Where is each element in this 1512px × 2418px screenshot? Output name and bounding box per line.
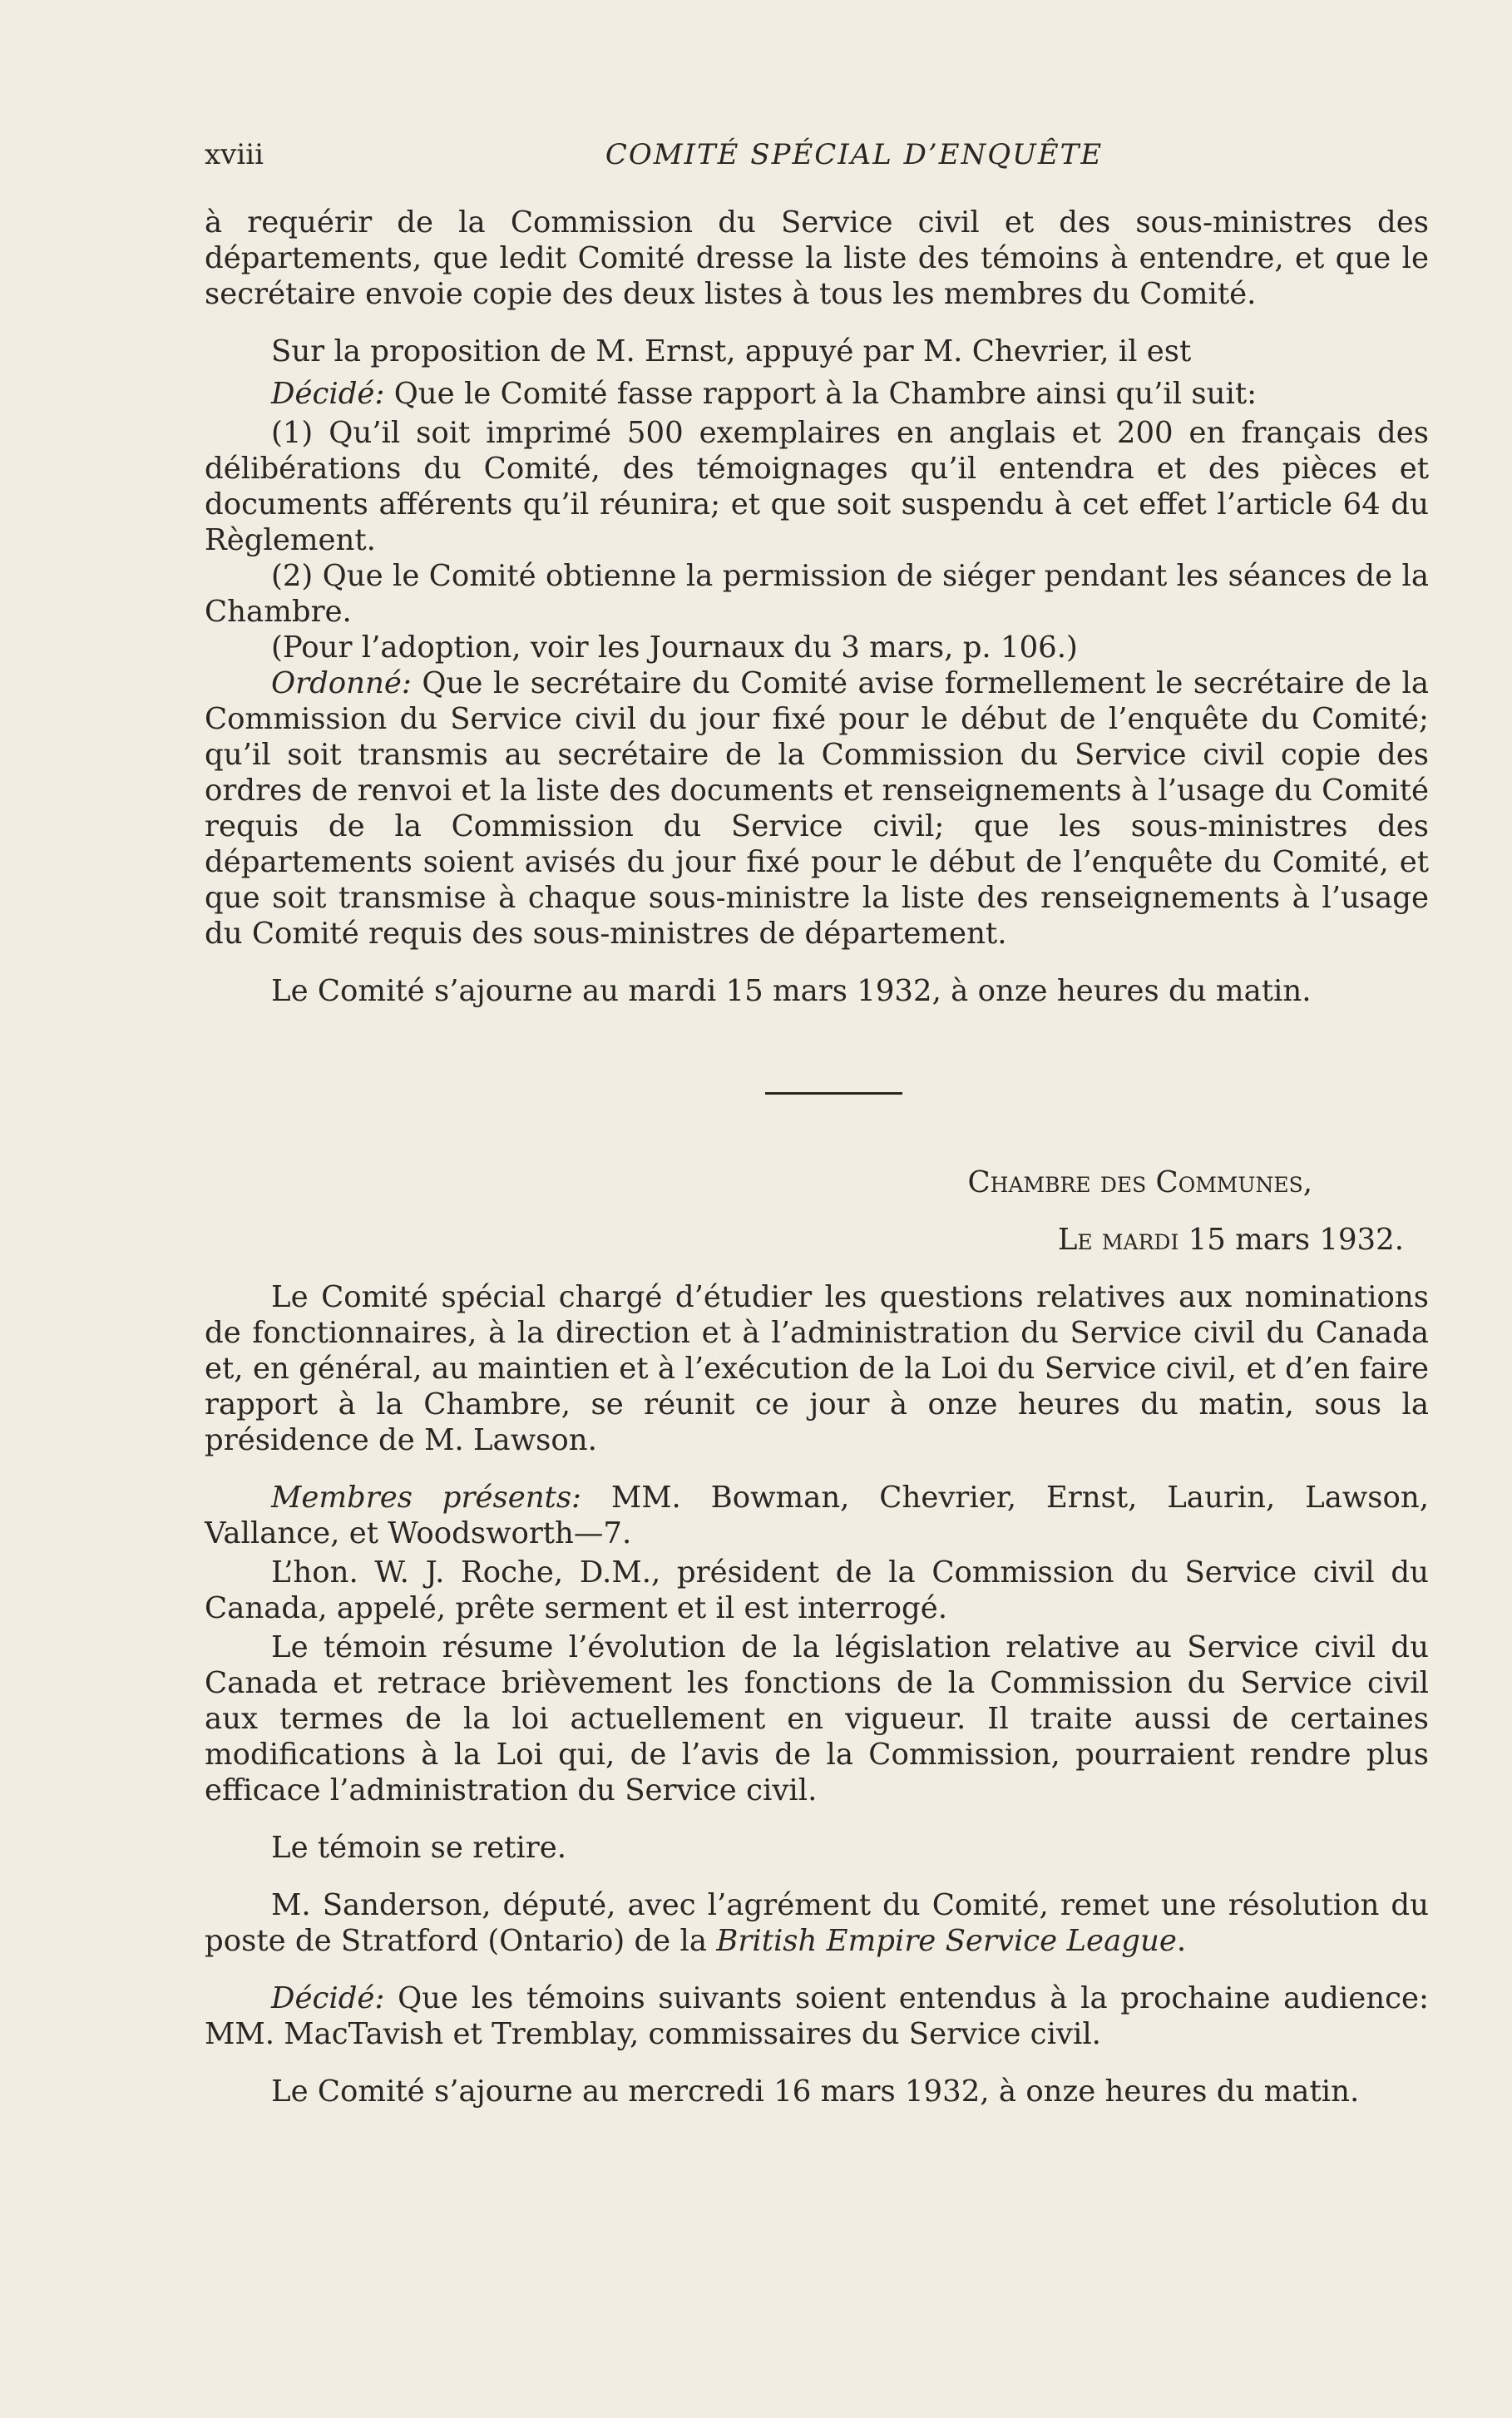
sentence-end: . — [1176, 1924, 1187, 1958]
page-header — [205, 138, 1429, 180]
decision-label: Décidé: — [271, 377, 385, 411]
decision-text: Que les témoins suivants soient entendus à la prochaine audience: MM. MacTavish et Tremblay, commissaires du Service civil. — [205, 1981, 1429, 2051]
paragraph: Le témoin résume l’évolution de la législation relative au Service civil du Canada et retrace brièvement les fonctions de la Commission du Service civil aux termes de la loi actuellement en vigueur. Il traite aussi de certaines modifications à la Loi qui, de l’avis de la Commission, pourraient rendre plus efficace l’administration du Service civil. — [205, 1630, 1429, 1807]
organization-name: British Empire Service League — [716, 1924, 1177, 1958]
members-text: MM. Bowman, Chevrier, Ernst, Laurin, Lawson, Vallance, et Woodsworth—7. — [205, 1481, 1430, 1550]
paragraph: (Pour l’adoption, voir les Journaux du 3 mars, p. 106.) — [271, 630, 1078, 665]
paragraph: Le Comité s’ajourne au mercredi 16 mars 1932, à onze heures du matin. — [271, 2074, 1360, 2109]
running-title: COMITÉ SPÉCIAL D’ENQUÊTE — [605, 138, 1104, 171]
paragraph — [205, 1980, 1429, 2052]
paragraph: à requérir de la Commission du Service civil et des sous-ministres des départements, que ledit Comité dresse la liste des témoins à entendre, et que le secrétaire envoie copie des deux listes à tous les membres du Comité. — [205, 205, 1429, 311]
order-text: Que le secrétaire du Comité avise formellement le secrétaire de la Commission du Service civil du jour fixé pour le début de l’enquête du Comité; qu’il soit transmis au secrétaire de la Commission du Service civil copie des ordres de renvoi et la liste des documents et renseignements à l’usage du Comité requis de la Commission du Service civil; que les sous-ministres des départements soient avisés du jour fixé pour le début de l’enquête du Comité, et que soit transmise à chaque sous-ministre la liste des renseignements à l’usage du Comité requis des sous-ministres de département. — [205, 666, 1429, 951]
paragraph: (2) Que le Comité obtienne la permission de siéger pendant les séances de la Chambre. — [205, 559, 1429, 629]
paragraph — [205, 1480, 1429, 1551]
paragraph — [205, 665, 1429, 952]
paragraph: Le témoin se retire. — [271, 1831, 567, 1865]
paragraph: Le Comité spécial chargé d’étudier les questions relatives aux nominations de fonctionnaires, à la direction et à l’administration du Service civil du Canada et, en général, au maintien et à l’exécution de la Loi du Service civil, et d’en faire rapport à la Chambre, se réunit ce jour à onze heures du matin, sous la présidence de M. Lawson. — [205, 1280, 1429, 1457]
paragraph: (1) Qu’il soit imprimé 500 exemplaires en anglais et 200 en français des délibérations du Comité, des témoignages qu’il entendra et des pièces et documents afférents qu’il réunira; et que soit suspendu à cet effet l’article 64 du Règlement. — [205, 416, 1429, 557]
document-body — [205, 205, 1429, 2109]
paragraph: Sur la proposition de M. Ernst, appuyé par M. Chevrier, il est — [271, 334, 1192, 368]
resolution-text: M. Sanderson, député, avec l’agrément du Comité, remet une résolution du poste de Stratford (Ontario) de la — [205, 1888, 1429, 1958]
session-place: Chambre des Communes, — [967, 1165, 1312, 1199]
page-number: xviii — [205, 138, 264, 171]
decision-label: Décidé: — [271, 1981, 385, 2015]
paragraph: L’hon. W. J. Roche, D.M., président de la Commission du Service civil du Canada, appelé, prête serment et il est interrogé. — [205, 1555, 1429, 1625]
session-date-rest: 15 mars 1932. — [1178, 1223, 1404, 1257]
members-label: Membres présents: — [271, 1481, 582, 1515]
paragraph — [205, 1887, 1429, 1959]
session-date — [205, 1222, 1429, 1258]
decision-text: Que le Comité fasse rapport à la Chambre ainsi qu’il suit: — [384, 377, 1258, 411]
paragraph — [205, 376, 1429, 412]
section-divider — [765, 1092, 902, 1095]
paragraph: Le Comité s’ajourne au mardi 15 mars 1932, à onze heures du matin. — [271, 974, 1312, 1008]
order-label: Ordonné: — [271, 666, 412, 700]
session-date-prefix: Le mardi — [1057, 1223, 1179, 1257]
